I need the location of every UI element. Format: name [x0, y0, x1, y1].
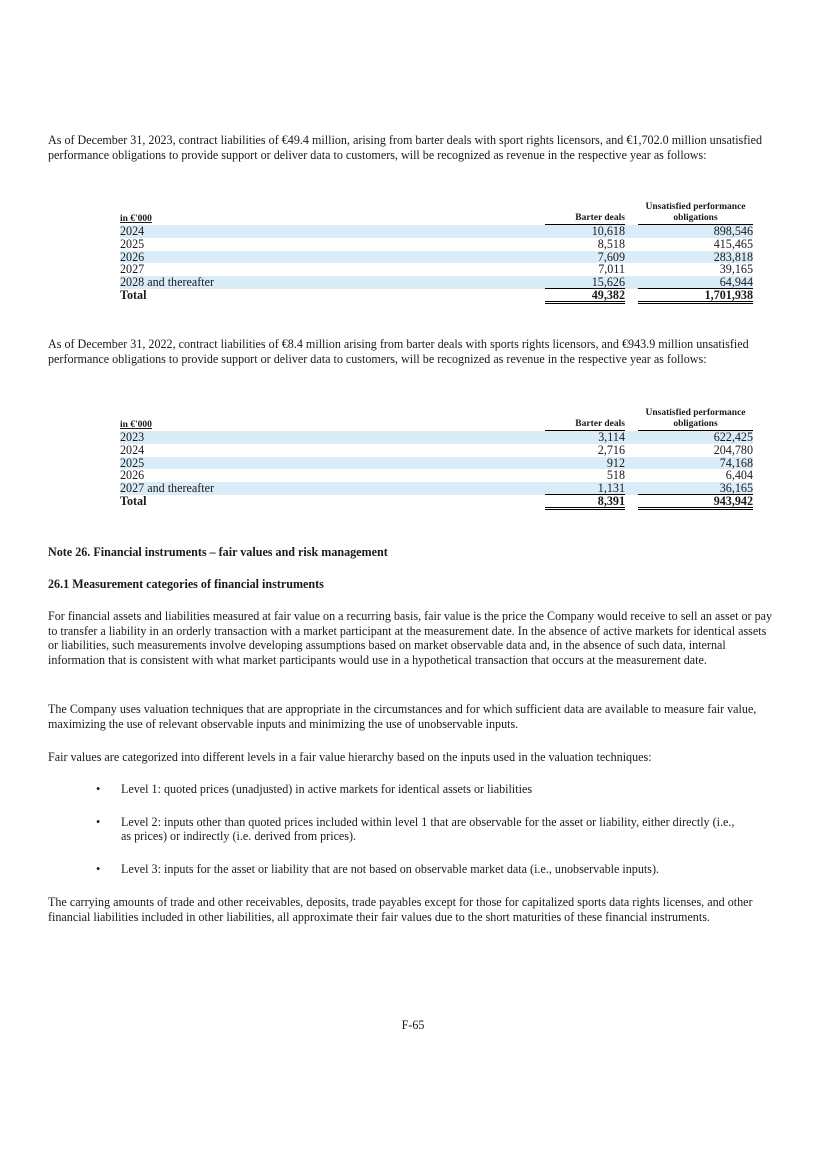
bullet-icon: •: [96, 782, 101, 796]
col-header-unsatisfied: Unsatisfied performance obligations: [638, 408, 753, 431]
table-row: 2024 2,716 204,780: [120, 442, 753, 457]
table-header: [120, 198, 753, 225]
paragraph-hierarchy-intro: Fair values are categorized into different levels in a fair value hierarchy based on the inputs used in the valuation techniques:: [48, 750, 652, 764]
intro-paragraph-2022: As of December 31, 2022, contract liabilities of €8.4 million arising from barter deals with sports rights licensors, and €943.9 million unsatisfied performance obligations to provide support or deliver data to customers, will be recognized as revenue in the respective year as follows:: [48, 337, 749, 366]
table-2022: [120, 404, 753, 508]
table-2023: [120, 198, 753, 302]
intro-paragraph-2023: As of December 31, 2023, contract liabilities of €49.4 million, arising from barter deals with sport rights licensors, and €1,702.0 million unsatisfied performance obligations to provide support or deliver data to customers, will be recognized as revenue in the respective year as follows:: [48, 133, 763, 162]
table-row: 2027 and thereafter 1,131 36,165: [120, 481, 753, 496]
table-row: 2028 and thereafter 15,626 64,944: [120, 275, 753, 290]
table-row: 2024 10,618 898,546: [120, 224, 753, 238]
bullet-icon: •: [96, 814, 101, 829]
table-row: 2026 518 6,404: [120, 468, 753, 483]
paragraph-fair-value-definition: For financial assets and liabilities measured at fair value on a recurring basis, fair value is the price the Company would receive to sell an asset or pay to transfer a liability in an orderly transaction with a market participant at the measurement date. In the absence of active markets for identical assets or liabilities, such measurements involve developing assumptions based on market observable data and, in the absence of such data, internal information that is consistent with what market participants would use in a hypothetical transaction that occurs at the measurement date.: [48, 609, 773, 667]
col-header-barter: Barter deals: [545, 419, 625, 431]
table-row: 2023 3,114 622,425: [120, 430, 753, 444]
paragraph-valuation-techniques: The Company uses valuation techniques that are appropriate in the circumstances and for which sufficient data are available to measure fair value, maximizing the use of relevant observable inputs and minimizing the use of unobservable inputs.: [48, 702, 757, 731]
col-header-unsatisfied: Unsatisfied performance obligations: [638, 202, 753, 225]
list-item: • Level 2: inputs other than quoted prices included within level 1 that are observable for the asset or liability, either directly (i.e., as prices) or indirectly (i.e. derived from prices).: [96, 814, 735, 844]
page-number: F-65: [401, 1018, 425, 1032]
list-item: • Level 3: inputs for the asset or liability that are not based on observable market data (i.e., unobservable inputs).: [96, 861, 660, 876]
table-row: 2027 7,011 39,165: [120, 262, 753, 277]
note-heading: Note 26. Financial instruments – fair values and risk management: [48, 545, 388, 559]
table-row: 2025 8,518 415,465: [120, 236, 753, 251]
table-row: 2025 912 74,168: [120, 455, 753, 470]
sub-heading: 26.1 Measurement categories of financial instruments: [48, 577, 324, 591]
table-total-row: Total 49,382 1,701,938: [120, 287, 753, 302]
bullet-icon: •: [96, 861, 101, 876]
hierarchy-levels-list: [96, 782, 736, 876]
paragraph-carrying-amounts: The carrying amounts of trade and other receivables, deposits, trade payables except for those for capitalized sports data rights licenses, and other financial liabilities included in other liabilities, all approximate their fair values due to the short maturities of these financial instruments.: [48, 895, 753, 924]
table-row: 2026 7,609 283,818: [120, 249, 753, 264]
unit-label: in €'000: [120, 420, 152, 430]
table-total-row: Total 8,391 943,942: [120, 493, 753, 508]
col-header-barter: Barter deals: [545, 213, 625, 225]
unit-label: in €'000: [120, 214, 152, 224]
table-header: [120, 404, 753, 431]
list-item: • Level 1: quoted prices (unadjusted) in active markets for identical assets or liabilities: [96, 782, 533, 796]
